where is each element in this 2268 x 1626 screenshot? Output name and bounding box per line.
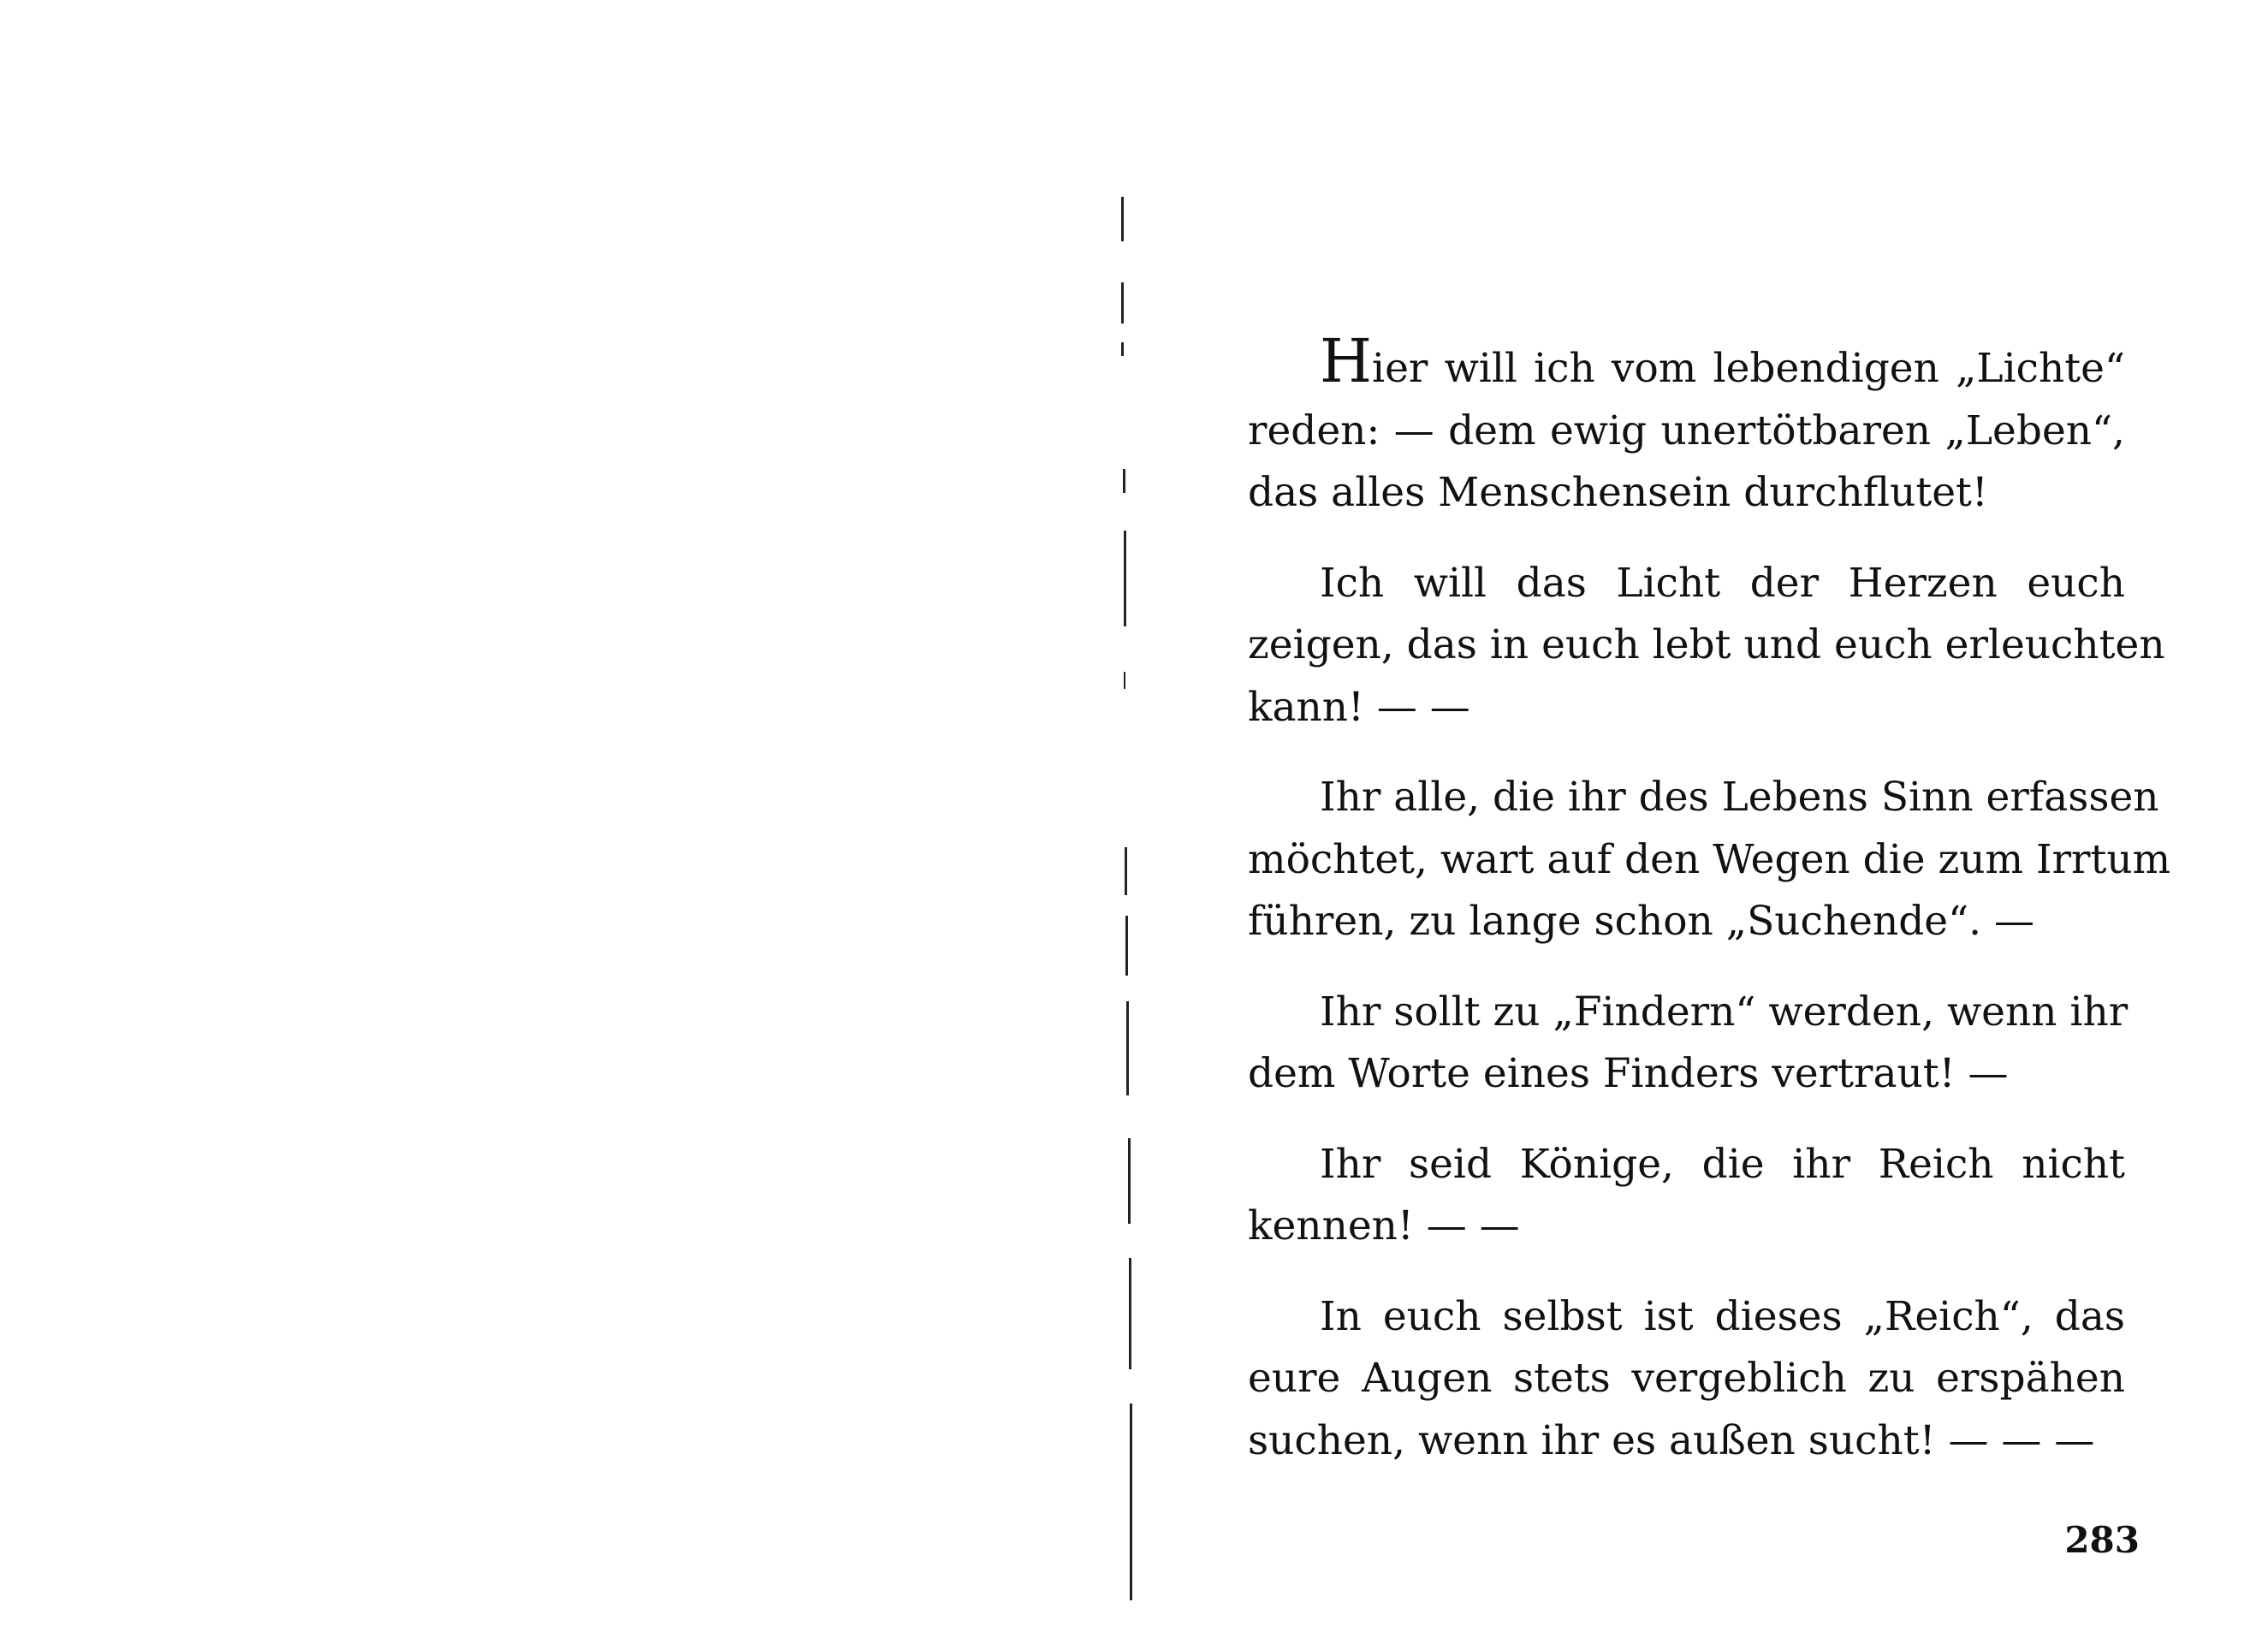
text-line: das alles Menschensein durchflutet! bbox=[1248, 469, 1988, 516]
page-body-text bbox=[1248, 326, 2171, 1500]
text-line: ier will ich vom lebendigen „Lichte“ bbox=[1372, 345, 2125, 392]
drop-cap: H bbox=[1320, 326, 1373, 396]
text-line: zeigen, das in euch lebt und euch erleuchten bbox=[1248, 621, 2165, 668]
text-line: reden: — dem ewig unertötbaren „Leben“, bbox=[1248, 406, 2125, 454]
paragraph bbox=[1248, 326, 2125, 525]
text-line: Ihr alle, die ihr des Lebens Sinn erfassen bbox=[1320, 774, 2159, 821]
text-line: In euch selbst ist dieses „Reich“, das bbox=[1320, 1292, 2125, 1340]
text-line: kann! — — bbox=[1248, 683, 1470, 731]
text-line: Ihr sollt zu „Findern“ werden, wenn ihr bbox=[1320, 988, 2128, 1036]
paragraph bbox=[1248, 1134, 2125, 1258]
text-line: eure Augen stets vergeblich zu erspähen bbox=[1248, 1355, 2125, 1402]
text-line: führen, zu lange schon „Suchende“. — bbox=[1248, 898, 2035, 945]
text-line: möchtet, wart auf den Wegen die zum Irrtum bbox=[1248, 835, 2171, 883]
text-line: suchen, wenn ihr es außen sucht! — — — bbox=[1248, 1416, 2095, 1464]
paragraph bbox=[1248, 982, 2128, 1106]
text-line: kennen! — — bbox=[1248, 1202, 1520, 1249]
text-line: Ihr seid Könige, die ihr Reich nicht bbox=[1320, 1140, 2125, 1188]
text-line: Ich will das Licht der Herzen euch bbox=[1320, 559, 2125, 607]
paragraph bbox=[1248, 553, 2165, 739]
paragraph bbox=[1248, 1286, 2125, 1473]
text-line: dem Worte eines Finders vertraut! — bbox=[1248, 1050, 2009, 1097]
paragraph bbox=[1248, 767, 2171, 953]
page-number: 283 bbox=[2064, 1519, 2140, 1561]
